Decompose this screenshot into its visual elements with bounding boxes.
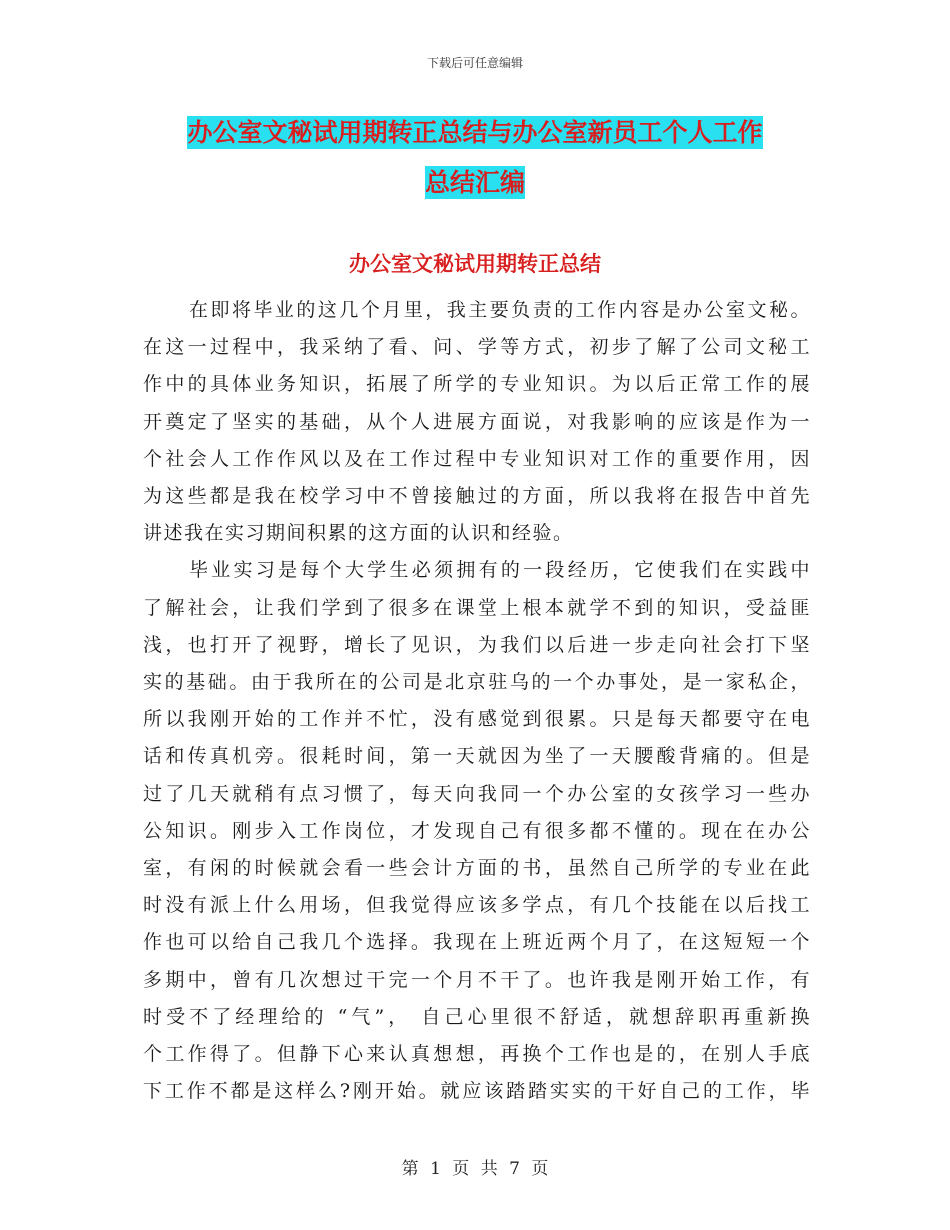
paragraph-2-line: 了解社会，让我们学到了很多在课堂上根本就学不到的知识，受益匪 [143, 596, 811, 619]
paragraph-1-line: 作中的具体业务知识，拓展了所学的专业知识。为以后正常工作的展 [143, 373, 811, 396]
paragraph-1-line: 在这一过程中，我采纳了看、问、学等方式，初步了解了公司文秘工 [143, 336, 811, 359]
paragraph-2-line: 浅，也打开了视野，增长了见识，为我们以后进一步走向社会打下坚 [143, 633, 811, 656]
page-footer: 第 1 页 共 7 页 [401, 1159, 549, 1179]
paragraph-2-line: 公知识。刚步入工作岗位，才发现自己有很多都不懂的。现在在办公 [143, 819, 811, 842]
paragraph-2-line: 话和传真机旁。很耗时间，第一天就因为坐了一天腰酸背痛的。但是 [143, 745, 811, 768]
paragraph-1-line: 个社会人工作作风以及在工作过程中专业知识对工作的重要作用，因 [143, 447, 811, 470]
paragraph-2-line: 下工作不都是这样么?刚开始。就应该踏踏实实的干好自己的工作，毕 [143, 1080, 811, 1103]
paragraph-2-line: 实的基础。由于我所在的公司是北京驻乌的一个办事处，是一家私企， [143, 671, 811, 694]
header-note: 下载后可任意编辑 [426, 56, 523, 70]
paragraph-1-line: 在即将毕业的这几个月里，我主要负责的工作内容是办公室文秘。 [189, 299, 811, 321]
paragraph-2-line: 多期中，曾有几次想过干完一个月不干了。也许我是刚开始工作，有 [143, 968, 811, 991]
document-title [0, 108, 950, 208]
document-title-line-2: 总结汇编 [424, 168, 525, 197]
paragraph-1-line: 开奠定了坚实的基础，从个人进展方面说，对我影响的应该是作为一 [143, 410, 811, 433]
paragraph-1-line: 为这些都是我在校学习中不曾接触过的方面，所以我将在报告中首先 [143, 485, 811, 508]
paragraph-2-line: 时没有派上什么用场，但我觉得应该多学点，有几个技能在以后找工 [143, 894, 811, 917]
paragraph-2-line: 过了几天就稍有点习惯了，每天向我同一个办公室的女孩学习一些办 [143, 782, 811, 805]
paragraph-2-line: 室，有闲的时候就会看一些会计方面的书，虽然自己所学的专业在此 [143, 857, 811, 880]
body-text [143, 292, 811, 1110]
document-title-line-1: 办公室文秘试用期转正总结与办公室新员工个人工作 [187, 118, 763, 147]
paragraph-2-line: 所以我刚开始的工作并不忙，没有感觉到很累。只是每天都要守在电 [143, 708, 811, 731]
section-title: 办公室文秘试用期转正总结 [349, 252, 601, 276]
paragraph-1-line: 讲述我在实习期间积累的这方面的认识和经验。 [143, 522, 574, 545]
paragraph-2-line: 毕业实习是每个大学生必须拥有的一段经历，它使我们在实践中 [189, 559, 811, 582]
paragraph-2-line: 时受不了经理给的 “气”， 自己心里很不舒适，就想辞职再重新换 [143, 1005, 811, 1028]
paragraph-2-line: 个工作得了。但静下心来认真想想，再换个工作也是的，在别人手底 [143, 1043, 811, 1066]
paragraph-2-line: 作也可以给自己我几个选择。我现在上班近两个月了，在这短短一个 [143, 931, 811, 954]
